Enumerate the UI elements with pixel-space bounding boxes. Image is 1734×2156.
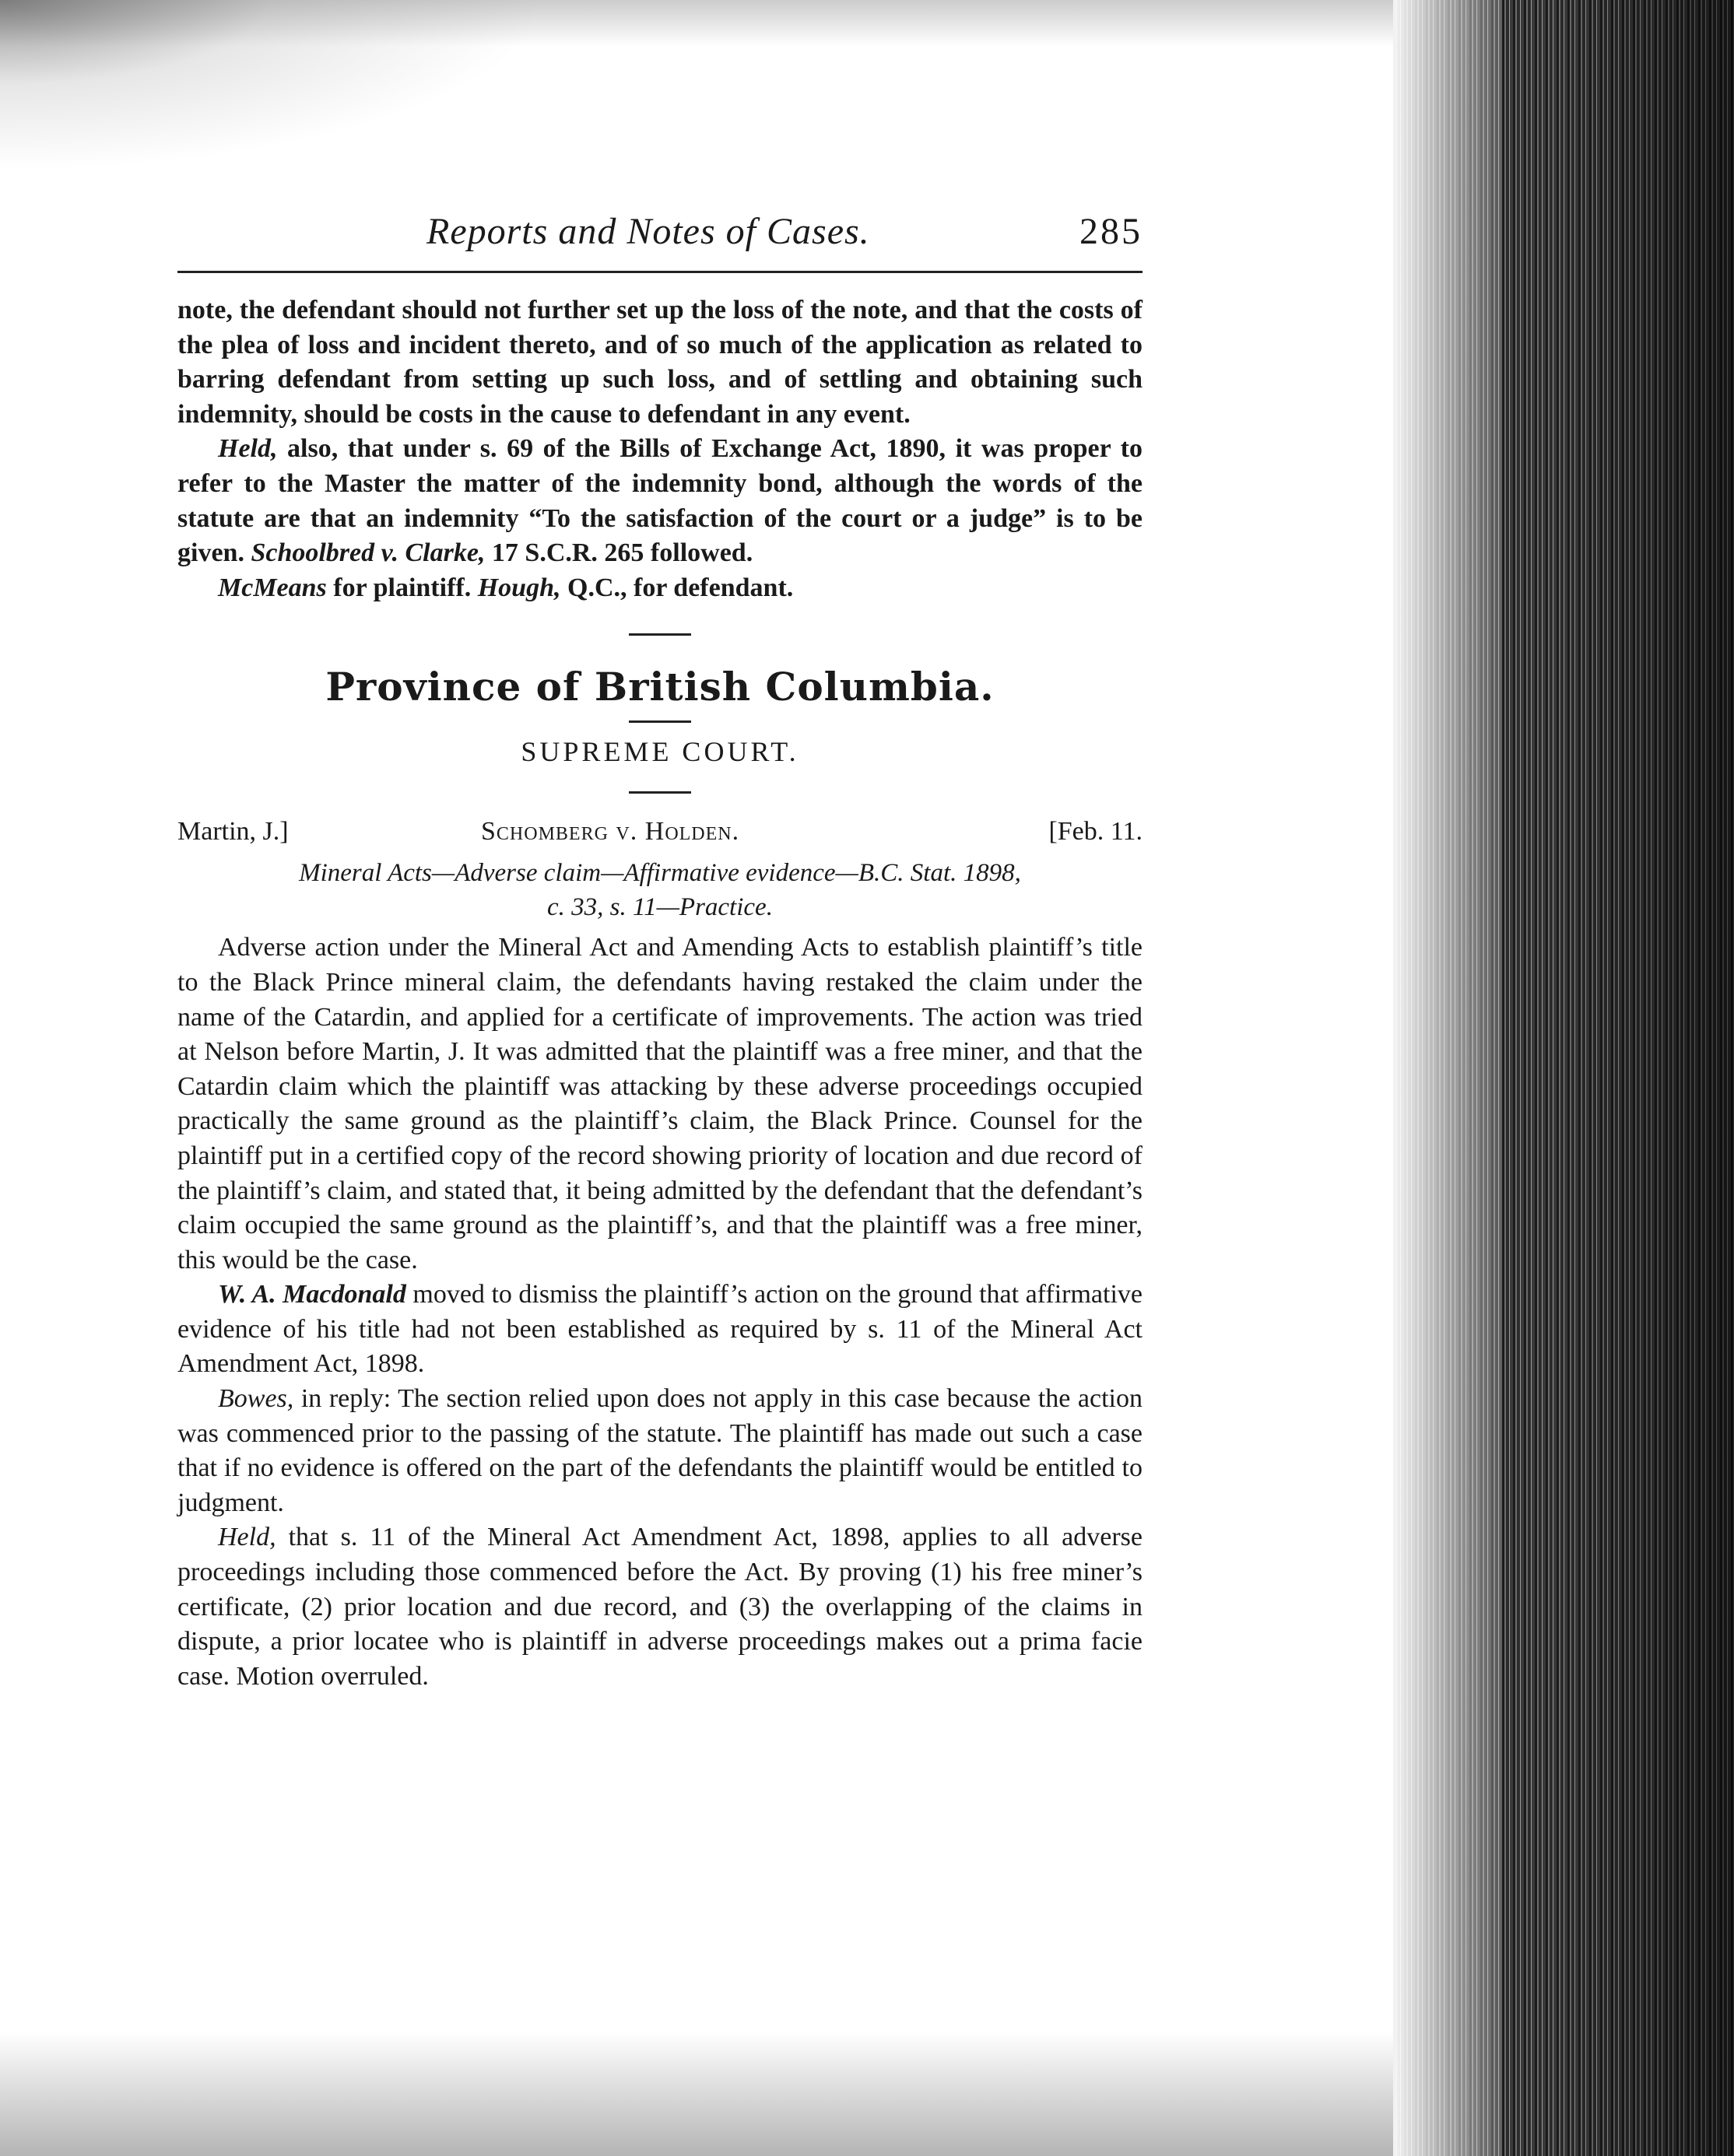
court-heading: SUPREME COURT. <box>521 736 799 768</box>
reply-text: in reply: The section relied upon does not apply in this case because the action was commenced prior to the passing of the statute. The plaintiff has made out such a case that if no evidence is offered on the part of the defendants the plaintiff would be entitled to judgment. <box>177 1384 1143 1517</box>
catchwords <box>177 856 1143 924</box>
bc-paragraph-facts: Adverse action under the Mineral Act and Amending Acts to establish plaintiff’s title to the Black Prince mineral claim, the defendants having restaked the claim under the name of the Catardin, and applied for a certificate of improvements. The action was tried at Nelson before Martin, J. It was admitted that the plaintiff was a free miner, and that the Catardin claim which the plaintiff was attacking by these adverse proceedings occupied practically the same ground as the plaintiff’s claim, the Black Prince. Counsel for the plaintiff put in a certified copy of the record showing priority of location and due record of the plaintiff’s claim, and stated that, it being admitted by the defendant that the defendant’s claim occupied the same ground as the plaintiff’s, and that the plaintiff was a free miner, this would be the case. <box>177 933 1143 1274</box>
citation-case-name: Schoolbred v. Clarke, <box>251 538 486 568</box>
bc-held-label: Held, <box>218 1523 276 1552</box>
ontario-counsel-line <box>177 571 1143 606</box>
scan-shadow-bottom <box>0 2032 1401 2156</box>
held-text: also, that under s. 69 of the Bills of Exchange Act, 1890, it was proper to refer to the Master the matter of the indemnity bond, although the words of the statute are that an indemnity “To the satisfaction of the court or a judge” is to be given. <box>177 434 1143 568</box>
plaintiff-counsel-text: for plaintiff. <box>326 573 478 602</box>
plaintiff-counsel-name: McMeans <box>218 573 327 602</box>
page-number: 285 <box>1079 211 1143 252</box>
page-body <box>177 210 1143 1694</box>
citation-reference: 17 S.C.R. 265 followed. <box>485 538 753 568</box>
reply-counsel-name: Bowes, <box>218 1384 294 1414</box>
heading-divider <box>629 720 691 723</box>
case-caption <box>177 817 1143 853</box>
case-date: [Feb. 11. <box>1048 817 1143 847</box>
section-divider <box>629 633 691 636</box>
case-judge: Martin, J.] <box>177 817 289 847</box>
book-page-edge <box>1393 0 1734 2156</box>
court-divider <box>629 791 691 794</box>
bc-held-text: that s. 11 of the Mineral Act Amendment Act, 1898, applies to all adverse proceedings including those commenced before the Act. By proving (1) his free miner’s certificate, (2) prior location and due record, and (3) the overlapping of the claims in dispute, a prior locatee who is plaintiff in adverse proceedings makes out a prima facie case. Motion overruled. <box>177 1523 1143 1691</box>
ontario-paragraph-1: note, the defendant should not further set up the loss of the note, and that the costs of the plea of loss and incident thereto, and of so much of the application as related to barring defendant from setting up such loss, and of settling and obtaining such indemnity, should be costs in the cause to defendant in any event. <box>177 296 1143 429</box>
catchwords-line-2: c. 33, s. 11—Practice. <box>547 893 773 922</box>
scan-shadow-corner <box>0 0 545 171</box>
catchwords-line-1: Mineral Acts—Adverse claim—Affirmative evidence—B.C. Stat. 1898, <box>299 859 1021 888</box>
ontario-paragraph-held <box>177 432 1143 570</box>
defendant-counsel-name: Hough, <box>477 573 561 602</box>
held-label: Held, <box>218 434 278 464</box>
running-head <box>177 210 1143 265</box>
running-title: Reports and Notes of Cases. <box>426 211 870 252</box>
motion-counsel-name: W. A. Macdonald <box>218 1280 406 1309</box>
bc-paragraph-reply <box>177 1382 1143 1520</box>
case-name: Schomberg v. Holden. <box>481 817 740 847</box>
header-rule <box>177 271 1143 273</box>
motion-text: moved to dismiss the plaintiff’s action on the ground that affirmative evidence of his title had not been established as required by s. 11 of the Mineral Act Amendment Act, 1898. <box>177 1280 1143 1379</box>
defendant-counsel-text: Q.C., for defendant. <box>560 573 794 602</box>
province-heading: Province of British Columbia. <box>325 664 995 710</box>
bc-paragraph-held <box>177 1520 1143 1694</box>
bc-paragraph-motion <box>177 1278 1143 1382</box>
